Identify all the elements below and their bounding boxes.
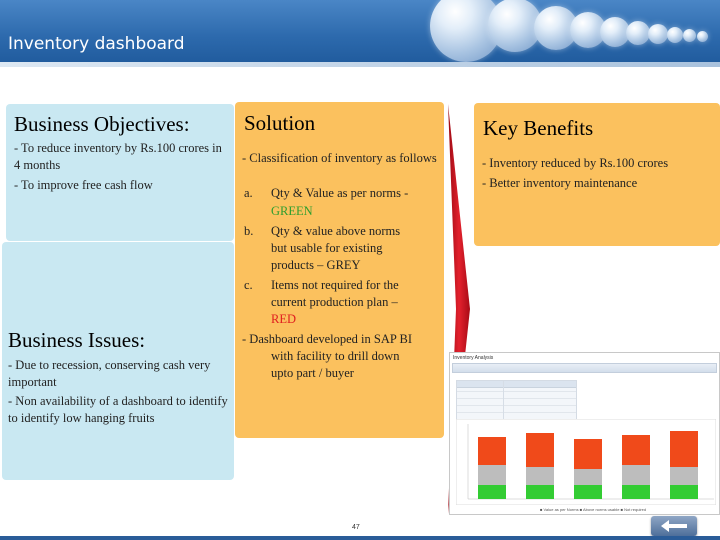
class-text: current production plan – <box>271 295 398 309</box>
footer-bar <box>0 536 720 540</box>
class-text: products – GREY <box>271 258 361 272</box>
header-divider <box>0 62 720 67</box>
class-marker: c. <box>244 278 253 292</box>
back-nav-icon <box>651 516 697 536</box>
status-green: GREEN <box>271 204 313 218</box>
benefit-item: - Inventory reduced by Rs.100 crores <box>482 156 669 170</box>
decorative-sphere-icon <box>683 29 696 42</box>
objectives-heading: Business Objectives: <box>14 112 190 136</box>
class-text: but usable for existing <box>271 241 383 255</box>
header-banner <box>0 0 720 66</box>
report-table <box>456 380 577 424</box>
benefits-heading: Key Benefits <box>483 116 594 140</box>
decorative-sphere-icon <box>626 21 650 45</box>
objective-item: - To reduce inventory by Rs.100 crores in 4 months <box>14 141 222 172</box>
solution-outro: with facility to drill down <box>271 349 400 363</box>
report-toolbar <box>452 363 717 373</box>
solution-outro: - Dashboard developed in SAP BI <box>242 332 412 346</box>
inventory-report-screenshot <box>449 352 720 515</box>
status-red: RED <box>271 312 296 326</box>
benefit-item: - Better inventory maintenance <box>482 176 638 190</box>
page-number: 47 <box>352 524 360 531</box>
solution-heading: Solution <box>244 111 316 135</box>
class-text: Qty & value above norms <box>271 224 401 238</box>
decorative-sphere-icon <box>648 24 668 44</box>
decorative-sphere-icon <box>697 31 708 42</box>
issues-heading: Business Issues: <box>8 328 146 352</box>
decorative-sphere-icon <box>667 27 683 43</box>
class-text: Qty & Value as per norms - <box>271 186 409 200</box>
issue-item: - Due to recession, conserving cash very important <box>8 358 211 389</box>
report-title: Inventory Analysis <box>453 355 494 361</box>
objective-item: - To improve free cash flow <box>14 178 153 192</box>
solution-intro: - Classification of inventory as follows <box>242 151 437 165</box>
class-marker: a. <box>244 186 253 200</box>
solution-outro: upto part / buyer <box>271 366 354 380</box>
report-bar-chart <box>456 419 716 505</box>
report-legend: ■ Value as per Norms ■ Above norms usable ■ Not required <box>540 507 647 512</box>
class-marker: b. <box>244 224 254 238</box>
class-text: Items not required for the <box>271 278 399 292</box>
issue-item: - Non availability of a dashboard to identify to identify low hanging fruits <box>8 394 228 425</box>
back-nav-button[interactable] <box>651 516 697 536</box>
page-title: Inventory dashboard <box>8 34 185 54</box>
